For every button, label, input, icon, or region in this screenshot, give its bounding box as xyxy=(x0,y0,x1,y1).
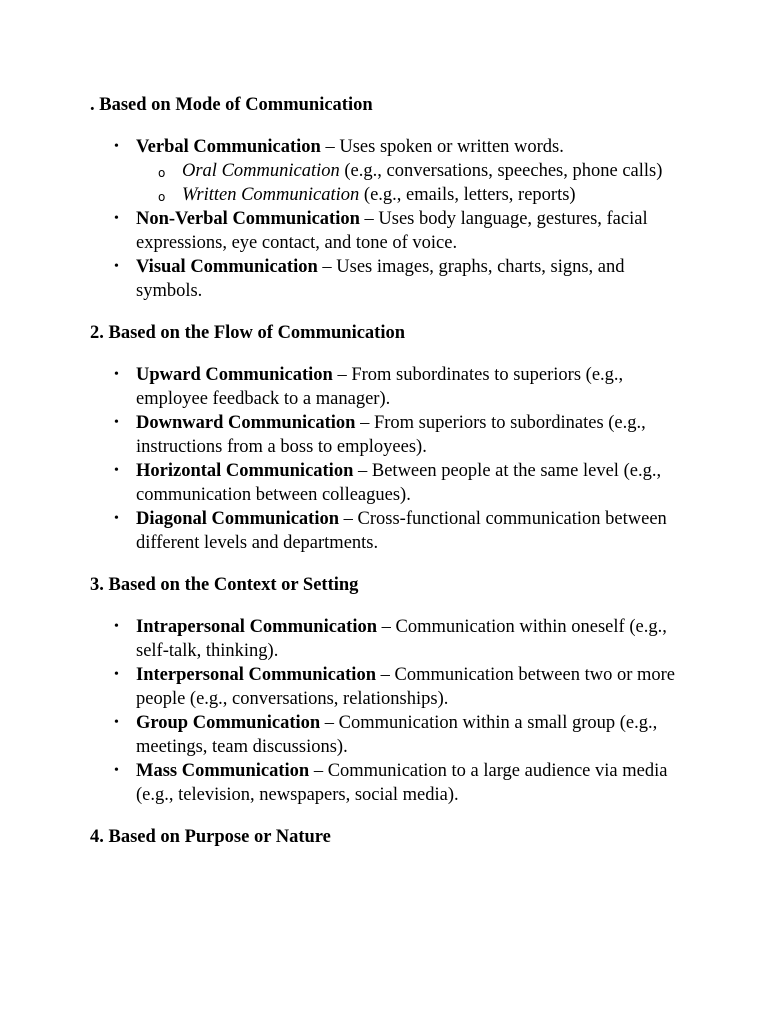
term-verbal: Verbal Communication xyxy=(136,137,321,157)
desc-mass: – Communication to a large audience via media (e.g., television, newspapers, social media). xyxy=(136,761,668,805)
sublist-verbal xyxy=(136,159,688,207)
list-item-nonverbal xyxy=(90,207,688,255)
subitem-written xyxy=(136,183,688,207)
subterm-oral: Oral Communication xyxy=(182,161,340,181)
subitem-oral xyxy=(136,159,688,183)
list-item-interpersonal xyxy=(90,663,688,711)
bullet-icon: • xyxy=(114,511,119,526)
list-item-group xyxy=(90,711,688,759)
subdesc-oral: (e.g., conversations, speeches, phone calls) xyxy=(339,161,663,181)
list-flow xyxy=(90,363,688,555)
bullet-icon: • xyxy=(114,259,119,274)
desc-downward: – From superiors to subordinates (e.g., instructions from a boss to employees). xyxy=(136,413,646,457)
bullet-icon: • xyxy=(114,715,119,730)
desc-nonverbal: – Uses body language, gestures, facial expressions, eye contact, and tone of voice. xyxy=(136,209,648,253)
term-nonverbal: Non-Verbal Communication xyxy=(136,209,360,229)
term-upward: Upward Communication xyxy=(136,365,333,385)
term-diagonal: Diagonal Communication xyxy=(136,509,340,529)
section-heading-context: 3. Based on the Context or Setting xyxy=(90,575,359,595)
section-heading-flow: 2. Based on the Flow of Communication xyxy=(90,323,406,343)
list-item-upward xyxy=(90,363,688,411)
list-item-diagonal xyxy=(90,507,688,555)
bullet-icon: • xyxy=(114,415,119,430)
bullet-icon: • xyxy=(114,367,119,382)
section-heading-mode: . Based on Mode of Communication xyxy=(90,95,373,115)
list-item-downward xyxy=(90,411,688,459)
list-item-visual xyxy=(90,255,688,303)
desc-upward: – From subordinates to superiors (e.g., employee feedback to a manager). xyxy=(136,365,624,409)
term-downward: Downward Communication xyxy=(136,413,356,433)
section-heading-purpose: 4. Based on Purpose or Nature xyxy=(90,827,331,847)
term-horizontal: Horizontal Communication xyxy=(136,461,354,481)
circle-bullet-icon: o xyxy=(158,190,166,204)
subterm-written: Written Communication xyxy=(182,185,360,205)
bullet-icon: • xyxy=(114,139,119,154)
bullet-icon: • xyxy=(114,211,119,226)
list-mode xyxy=(90,135,688,303)
desc-visual: – Uses images, graphs, charts, signs, and symbols. xyxy=(136,257,625,301)
desc-verbal: – Uses spoken or written words. xyxy=(320,137,564,157)
list-item-intrapersonal xyxy=(90,615,688,663)
subdesc-written: (e.g., emails, letters, reports) xyxy=(359,185,576,205)
desc-group: – Communication within a small group (e.g., meetings, team discussions). xyxy=(136,713,658,757)
list-context xyxy=(90,615,688,807)
bullet-icon: • xyxy=(114,619,119,634)
term-visual: Visual Communication xyxy=(136,257,318,277)
desc-diagonal: – Cross-functional communication between different levels and departments. xyxy=(136,509,667,553)
list-item-mass xyxy=(90,759,688,807)
circle-bullet-icon: o xyxy=(158,166,166,180)
term-mass: Mass Communication xyxy=(136,761,310,781)
bullet-icon: • xyxy=(114,667,119,682)
term-group: Group Communication xyxy=(136,713,321,733)
list-item-verbal xyxy=(90,135,688,207)
desc-horizontal: – Between people at the same level (e.g., communication between colleagues). xyxy=(136,461,662,505)
desc-interpersonal: – Communication between two or more people (e.g., conversations, relationships). xyxy=(136,665,676,709)
term-intrapersonal: Intrapersonal Communication xyxy=(136,617,378,637)
list-item-horizontal xyxy=(90,459,688,507)
term-interpersonal: Interpersonal Communication xyxy=(136,665,376,685)
bullet-icon: • xyxy=(114,763,119,778)
bullet-icon: • xyxy=(114,463,119,478)
desc-intrapersonal: – Communication within oneself (e.g., self-talk, thinking). xyxy=(136,617,667,661)
